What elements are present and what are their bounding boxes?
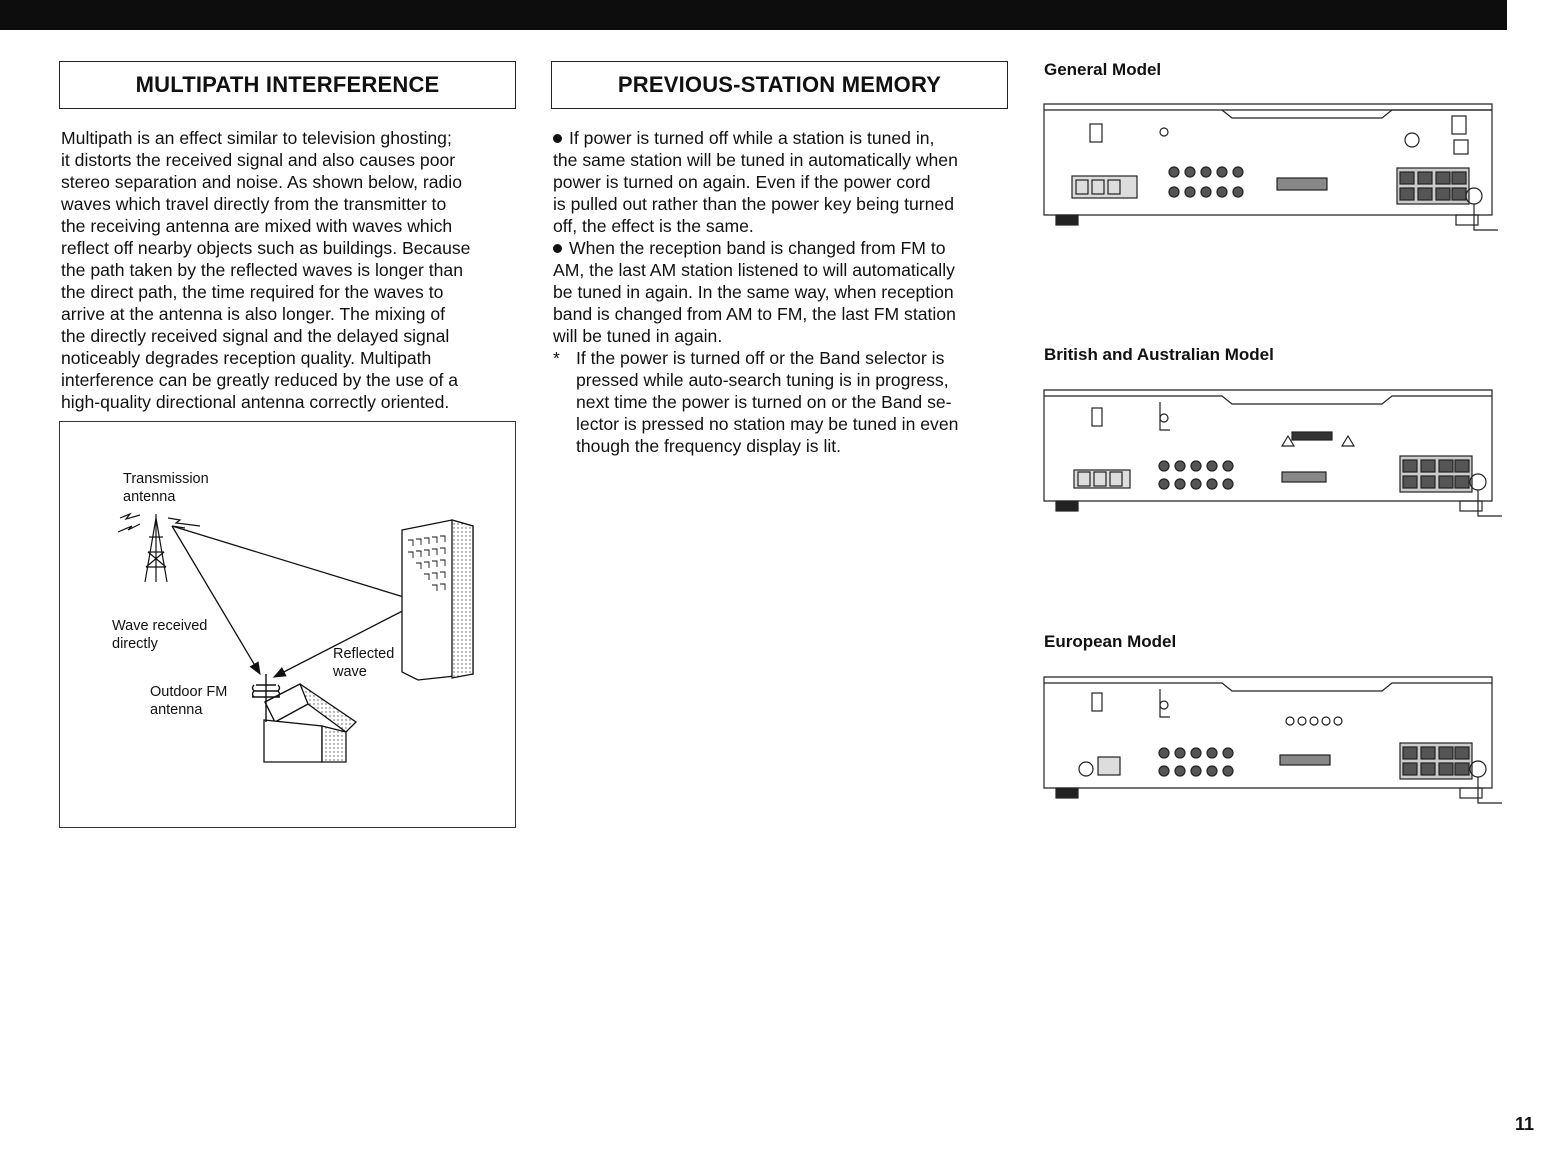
building-icon [402,520,473,680]
text-line: the directly received signal and the delayed signal [61,326,450,346]
text-line: noticeably degrades reception quality. Multipath [61,348,432,368]
text-line: the same station will be tuned in automatically when [553,150,958,170]
text-line: is pulled out rather than the power key being turned [553,194,955,214]
bullet-icon [553,134,562,143]
text-line: the path taken by the reflected waves is longer than [61,260,463,280]
general-model-rear-panel-image [1042,100,1502,240]
european-model-rear-panel-image [1042,673,1502,813]
memory-heading [551,61,1008,109]
note-asterisk: * [553,348,560,368]
text-line: Multipath is an effect similar to television ghosting; [61,128,452,148]
text-line: high-quality directional antenna correctly oriented. [61,392,450,412]
bullet-icon [553,244,562,253]
text-line: reflect off nearby objects such as buildings. Because [61,238,471,258]
text-line: power is turned on again. Even if the power cord [553,172,931,192]
text-line: interference can be greatly reduced by the use of a [61,370,459,390]
text-line: stereo separation and noise. As shown below, radio [61,172,463,192]
european-model-heading: European Model [1044,632,1177,651]
multipath-paragraph [61,127,521,413]
page-number: 11 [1514,1114,1534,1134]
memory-title: PREVIOUS-STATION MEMORY [617,72,942,97]
reflected-wave-label: Reflected wave [333,646,395,680]
transmission-antenna-label: Transmission antenna [123,471,209,505]
text-line: If the power is turned off or the Band selector is [576,348,945,368]
text-line: next time the power is turned on or the Band se- [576,392,952,412]
memory-paragraph [553,127,1018,457]
multipath-diagram [59,421,516,828]
text-line: be tuned in again. In the same way, when reception [553,282,954,302]
text-line: pressed while auto-search tuning is in progress, [576,370,949,390]
text-line: though the frequency display is lit. [576,436,842,456]
multipath-title: MULTIPATH INTERFERENCE [135,72,440,97]
text-line: When the reception band is changed from FM to [553,237,1018,259]
top-black-bar [0,0,1507,30]
wave-to-building-line [172,526,420,602]
general-model-heading: General Model [1044,60,1162,79]
transmission-tower-icon [118,514,200,582]
wave-received-directly-label: Wave received directly [112,618,208,652]
text-line: off, the effect is the same. [553,216,754,236]
text-line: arrive at the antenna is also longer. The mixing of [61,304,446,324]
british-model-heading: British and Australian Model [1044,345,1274,364]
text-line: AM, the last AM station listened to will automatically [553,260,955,280]
text-line: the receiving antenna are mixed with waves which [61,216,453,236]
british-model-rear-panel-image [1042,386,1502,526]
house-icon [264,684,356,762]
text-line: lector is pressed no station may be tuned in even [576,414,959,434]
multipath-heading [59,61,516,109]
text-line: will be tuned in again. [553,326,723,346]
text-line: waves which travel directly from the transmitter to [61,194,447,214]
text-line: the direct path, the time required for the waves to [61,282,444,302]
outdoor-fm-antenna-label: Outdoor FM antenna [150,684,228,718]
text-line: If power is turned off while a station is tuned in, [553,127,1018,149]
text-line: it distorts the received signal and also causes poor [61,150,456,170]
text-line: band is changed from AM to FM, the last FM station [553,304,956,324]
memory-note [553,347,1018,457]
